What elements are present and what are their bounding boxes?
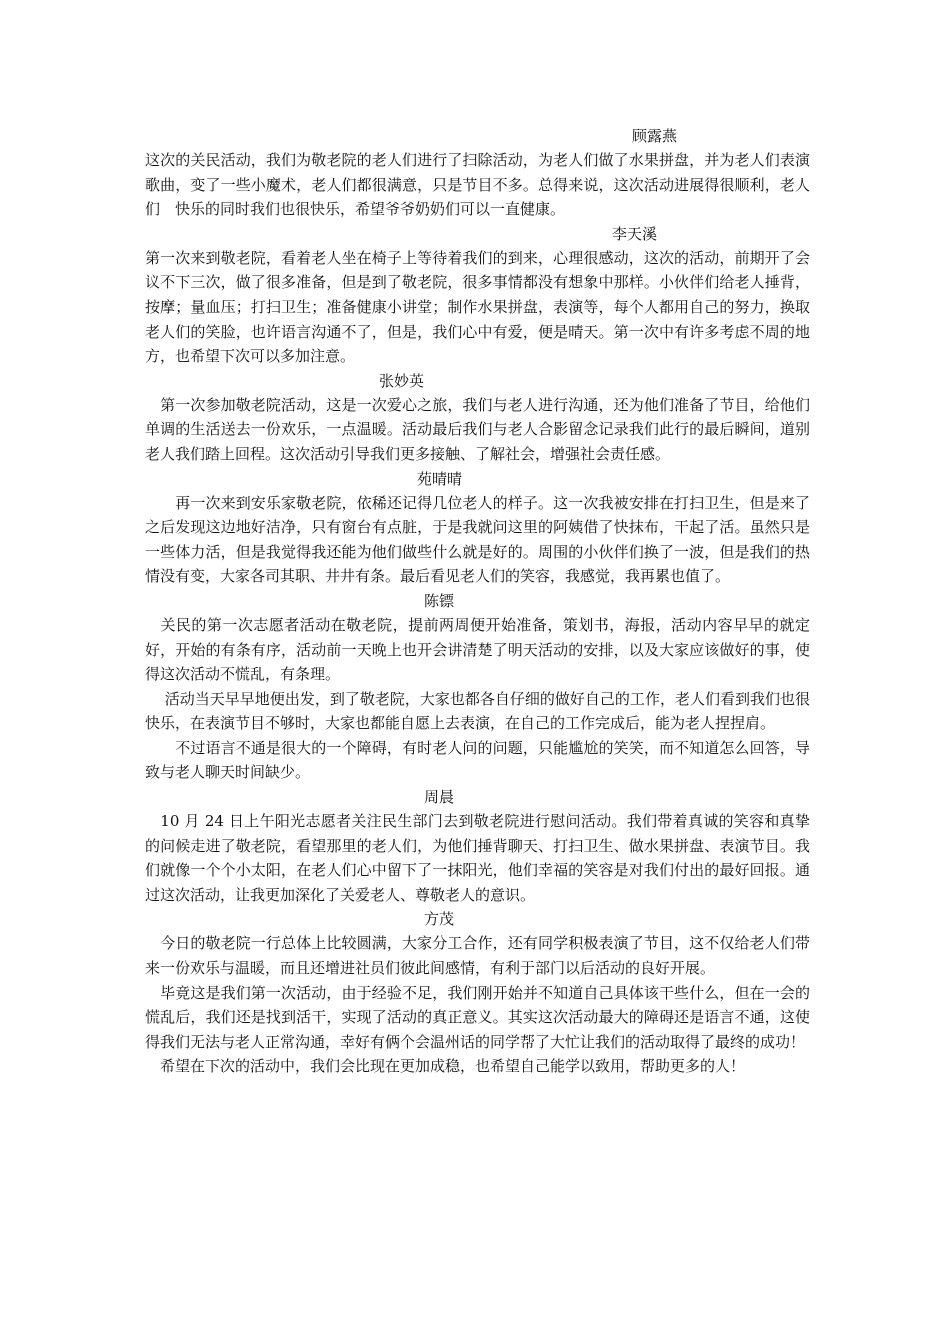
author-name: 李天溪: [612, 224, 658, 243]
paragraph: 再一次来到安乐家敬老院，依稀还记得几位老人的样子。这一次我被安排在打扫卫生，但是来了之后发现这边地好洁净，只有窗台有点脏，于是我就问这里的阿姨借了快抹布，干起了活。虽然只是一些体力活，但是我觉得我还能为他们做些什么就是好的。周围的小伙伴们换了一波，但是我们的热情没有变，大家各司其职、井井有条。最后看见老人们的笑容，我感觉，我再累也值了。: [145, 493, 810, 586]
author-name: 张妙英: [379, 371, 425, 390]
paragraph: 活动当天早早地便出发，到了敬老院，大家也都各自仔细的做好自己的工作，老人们看到我们也很快乐，在表演节目不够时，大家也都能自愿上去表演，在自己的工作完成后，能为老人捏捏肩。: [145, 689, 810, 733]
paragraph: 10 月 24 日上午阳光志愿者关注民生部门去到敬老院进行慰问活动。我们带着真诚的笑容和真挚的问候走进了敬老院，看望那里的老人们，为他们捶背聊天、打扫卫生、做水果拼盘、表演节目。我们就像一个个小太阳，在老人们心中留下了一抹阳光，他们幸福的笑容是对我们付出的最好回报。通过这次活动，让我更加深化了关爱老人、尊敬老人的意识。: [145, 812, 810, 904]
paragraph: 不过语言不通是很大的一个障碍，有时老人问的问题，只能尴尬的笑笑，而不知道怎么回答，导致与老人聊天时间缺少。: [145, 738, 810, 782]
paragraph: 第一次来到敬老院，看着老人坐在椅子上等待着我们的到来，心理很感动，这次的活动，前期开了会议不下三次，做了很多准备，但是到了敬老院，很多事情都没有想象中那样。小伙伴们给老人捶背，按摩；量血压；打扫卫生；准备健康小讲堂；制作水果拼盘，表演等，每个人都用自己的努力，换取老人们的笑脸，也许语言沟通不了，但是，我们心中有爱，便是晴天。第一次中有许多考虑不周的地方，也希望下次可以多加注意。: [145, 248, 810, 366]
author-name: 周晨: [424, 788, 455, 807]
entry-chen-biao: [145, 589, 810, 785]
entry-yuan-qingqing: [145, 467, 810, 589]
paragraph: 这次的关民活动，我们为敬老院的老人们进行了扫除活动，为老人们做了水果拼盘，并为老人们表演歌曲，变了一些小魔术，老人们都很满意，只是节目不多。总得来说，这次活动进展得很顺利，老人们 快乐的同时我们也很快乐，希望爷爷奶奶们可以一直健康。: [145, 151, 810, 219]
paragraph: 毕竟这是我们第一次活动，由于经验不足，我们刚开始并不知道自己具体该干些什么，但在一会的慌乱后，我们还是找到活干，实现了活动的真正意义。其实这次活动最大的障碍还是语言不通，这使得我们无法与老人正常沟通，幸好有俩个会温州话的同学帮了大忙让我们的活动取得了最终的成功！: [145, 983, 810, 1051]
paragraph: 第一次参加敬老院活动，这是一次爱心之旅，我们与老人进行沟通，还为他们准备了节目，给他们单调的生活送去一份欢乐，一点温暖。活动最后我们与老人合影留念记录我们此行的最后瞬间，道别老人我们踏上回程。这次活动引导我们更多接触、了解社会，增强社会责任感。: [145, 395, 810, 463]
paragraph: 今日的敬老院一行总体上比较圆满，大家分工合作，还有同学积极表演了节目，这不仅给老人们带来一份欢乐与温暖，而且还增进社员们彼此间感情，有利于部门以后活动的良好开展。: [145, 934, 810, 978]
entry-li-tianxi: [145, 222, 810, 369]
author-name: 方茂: [424, 910, 455, 929]
paragraph: 关民的第一次志愿者活动在敬老院，提前两周便开始准备，策划书，海报，活动内容早早的就定好，开始的有条有序，活动前一天晚上也开会讲清楚了明天活动的安排，以及大家应该做好的事，使得这次活动不慌乱，有条理。: [145, 615, 810, 684]
entry-zhang-miaoying: [145, 369, 810, 467]
author-name: 陈镖: [424, 591, 455, 610]
author-name: 顾露燕: [632, 127, 678, 145]
entry-fang-mao: [145, 907, 810, 1079]
author-name: 苑晴晴: [417, 469, 463, 488]
paragraph: 希望在下次的活动中，我们会比现在更加成稳，也希望自己能学以致用，帮助更多的人！: [145, 1057, 746, 1076]
entry-zhou-chen: [145, 785, 810, 907]
entry-gu-luyan: [145, 124, 810, 222]
document-page: [145, 124, 810, 1079]
